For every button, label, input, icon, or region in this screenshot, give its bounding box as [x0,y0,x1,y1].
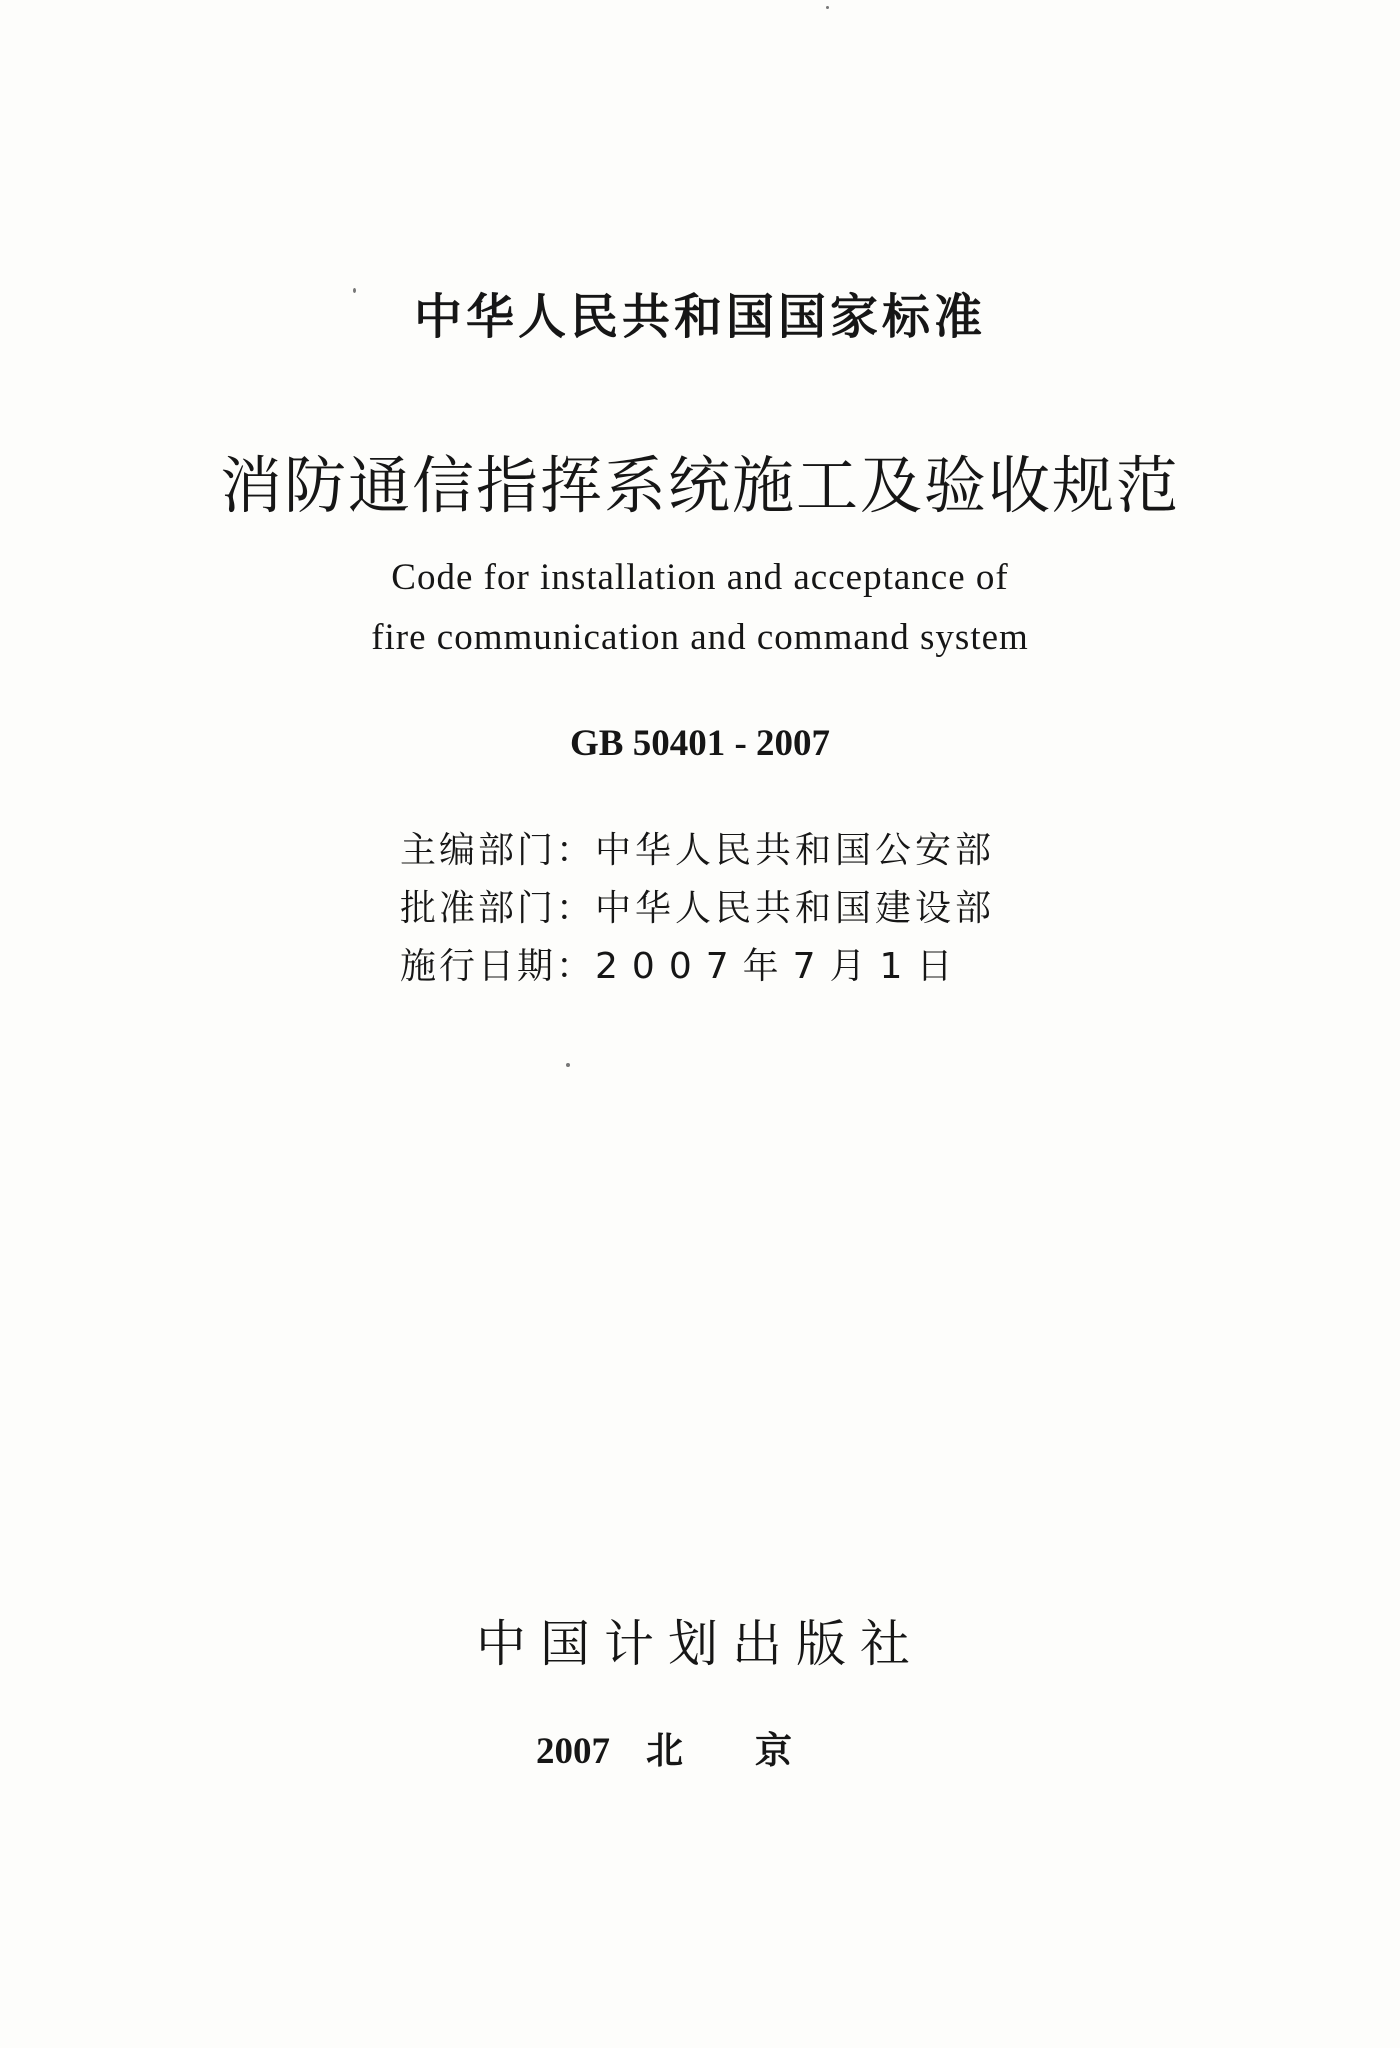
scan-speck [566,1063,570,1067]
publisher: 中国计划出版社 [476,1615,924,1673]
english-title-line-2: fire communication and command system [371,617,1029,658]
scan-speck [826,6,829,9]
publication-place [0,1720,1400,1774]
publication-year: 2007 [536,1731,610,1772]
chief-editor-label: 主编部门： [400,830,596,871]
standard-code: GB 50401 - 2007 [569,723,831,764]
series-title: 中华人民共和国国家标准 [413,289,986,345]
effective-date [400,938,1100,989]
approval-label: 批准部门： [400,888,596,929]
chief-editor-value: 中华人民共和国公安部 [595,830,996,871]
approval-dept [400,880,1100,931]
effective-date-value: 2007年7月1日 [595,946,967,987]
publication-city: 北京 [646,1731,864,1772]
effective-date-label: 施行日期： [400,946,596,987]
english-title-line-1: Code for installation and acceptance of [391,557,1009,598]
approval-value: 中华人民共和国建设部 [595,888,996,929]
chinese-title: 消防通信指挥系统施工及验收规范 [219,449,1180,522]
scan-speck [353,288,356,293]
chief-editor-dept [400,822,1100,873]
